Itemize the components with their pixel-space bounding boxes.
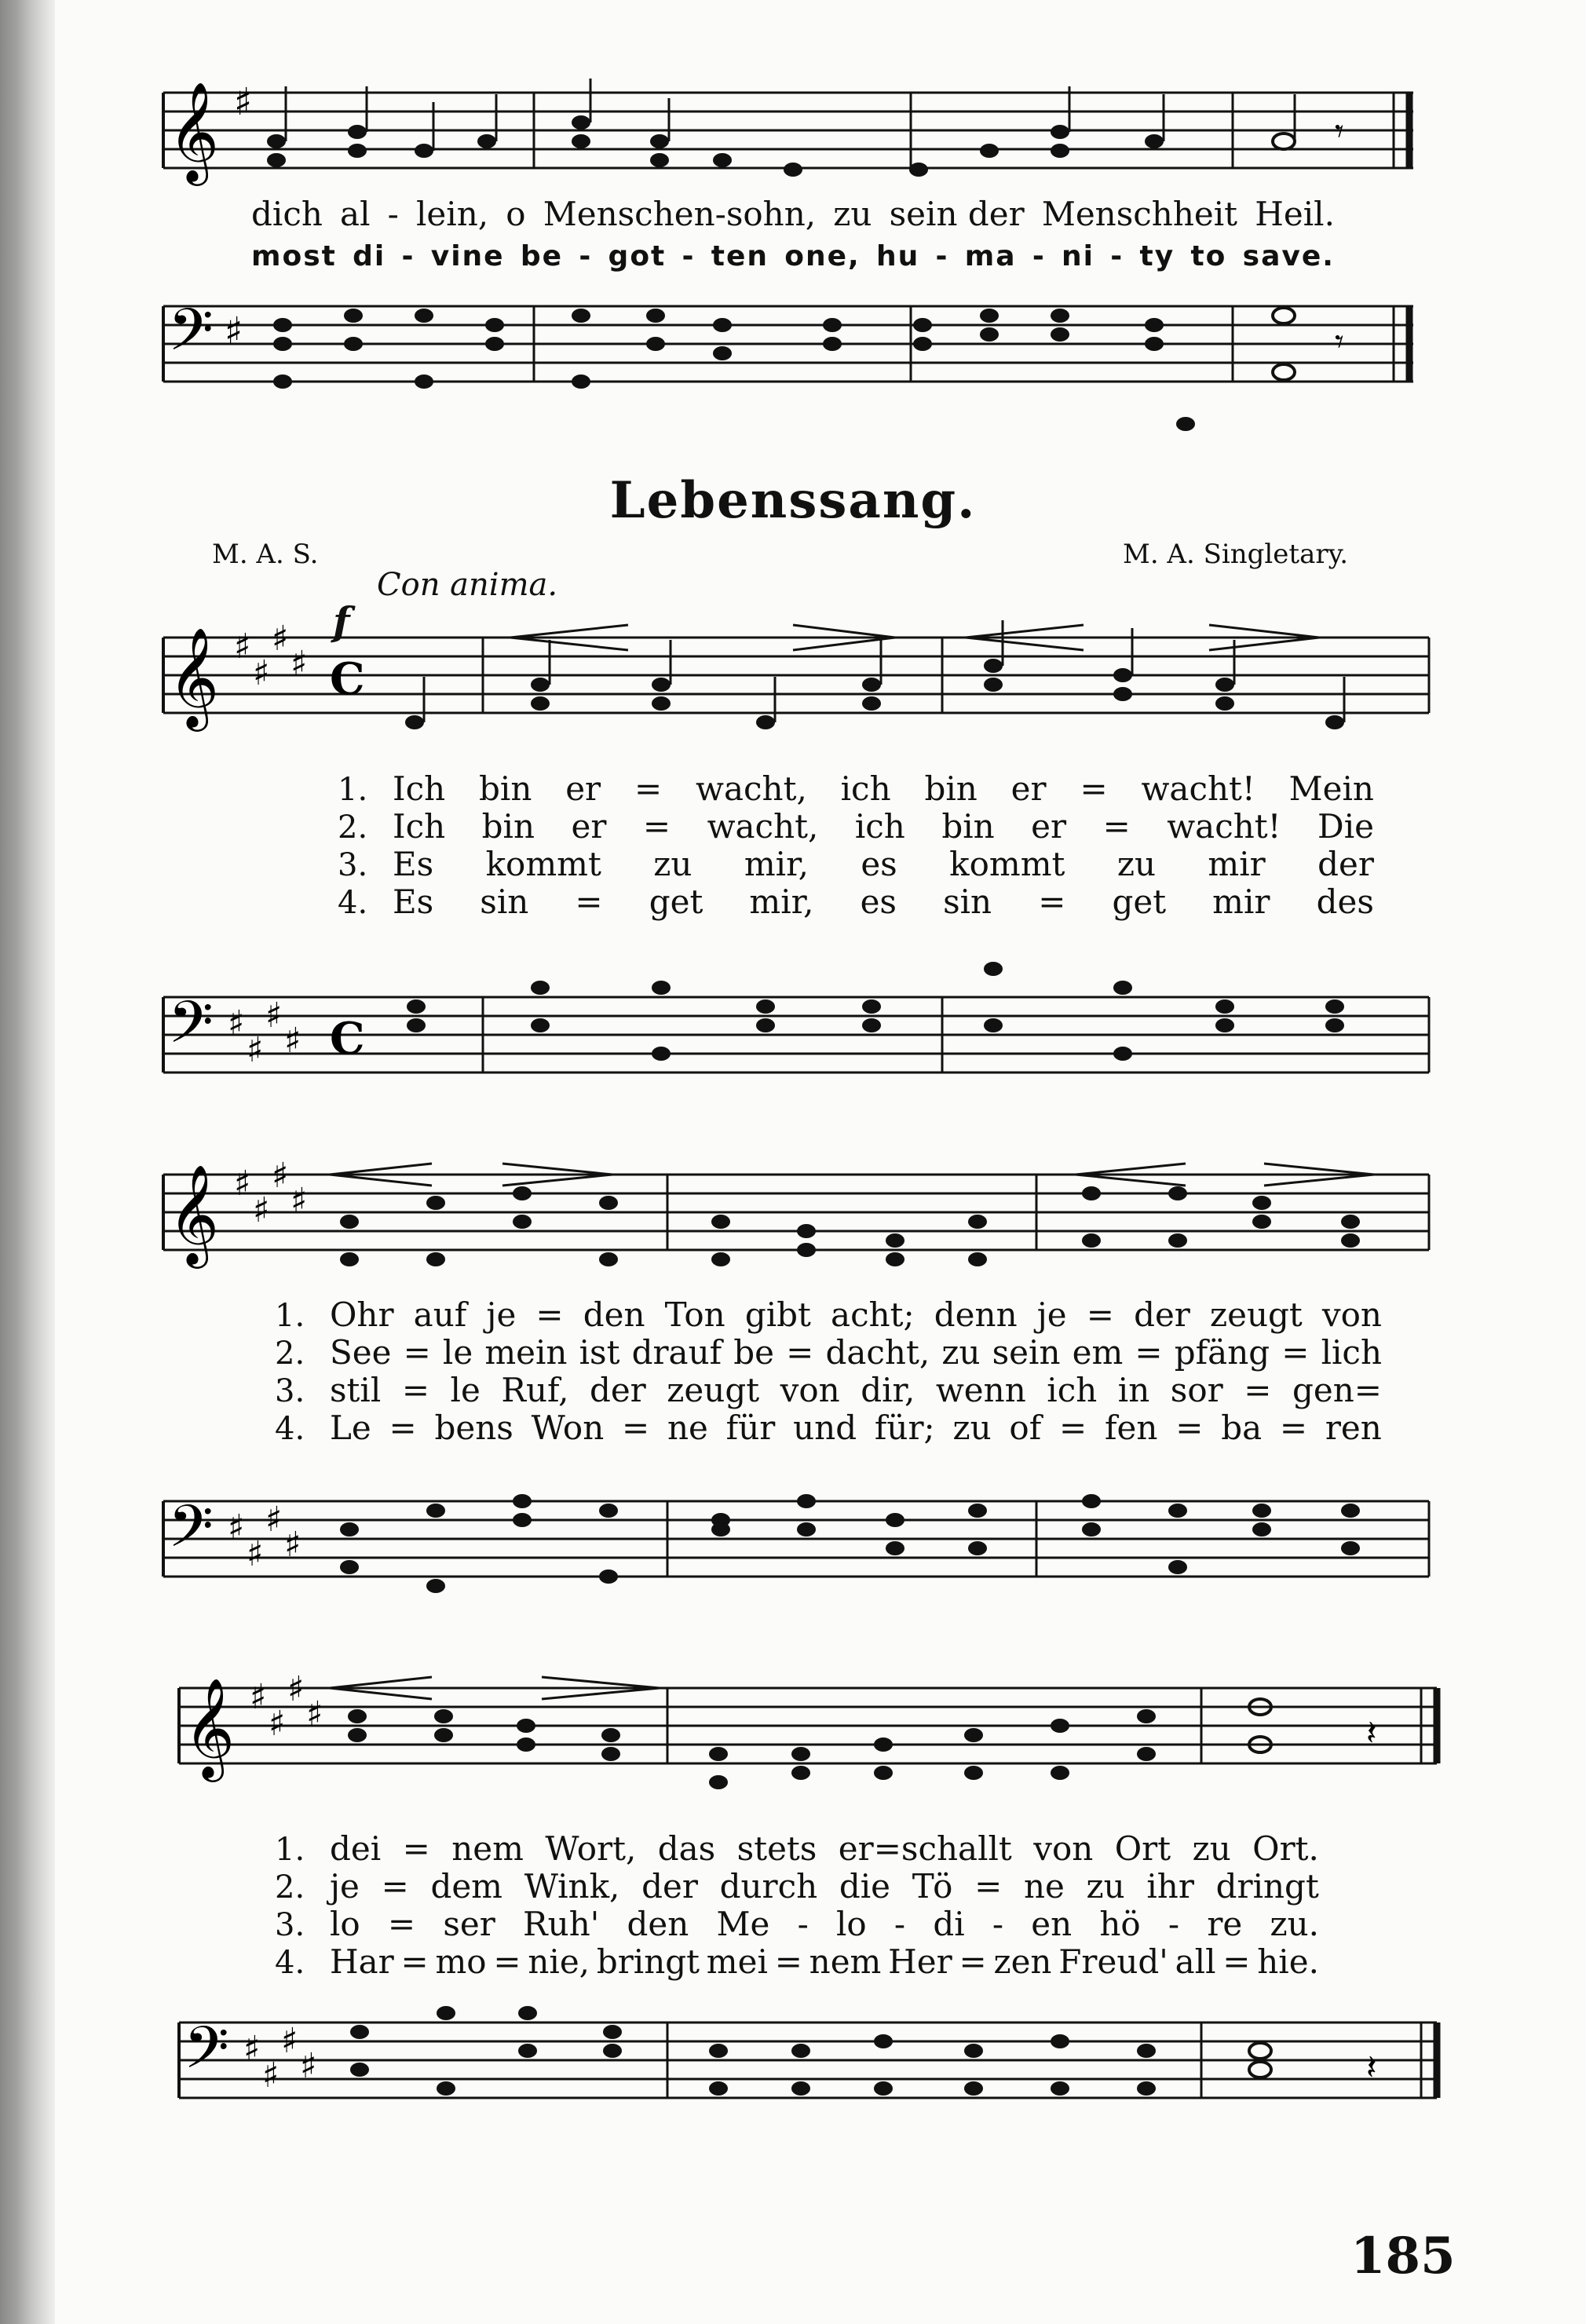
lyric-syllable: auf [413,1295,467,1334]
lyric-syllable: = [575,882,603,921]
lyric-syllable: hö [1099,1905,1141,1943]
lyric-syllable: = [774,1942,802,1981]
bass-clef-icon: 𝄢 [168,296,214,378]
system3-treble-staff [0,1657,1586,1814]
lyric-syllable: Le [330,1409,371,1447]
lyric-syllable: stil [330,1371,382,1409]
svg-text:♯: ♯ [234,1164,251,1204]
lyric-syllable: Ohr [330,1295,394,1334]
lyric-syllable: zu [952,1409,992,1447]
lyric-syllable: sin [943,882,992,921]
lyric-syllable: = [974,1867,1003,1906]
lyric-syllable: Ton [664,1295,725,1334]
lyric-syllable: den [627,1905,689,1943]
lyric-syllable: di [933,1905,965,1943]
lyric-syllable: ren [1325,1409,1382,1447]
lyric-syllable: = [959,1942,987,1981]
lyric-syllable: zu [653,845,693,883]
svg-text:𝄽: 𝄽 [1366,1713,1377,1753]
lyric-syllable: le [442,1333,473,1372]
lyric-syllable: = [493,1942,521,1981]
lyric-syllable: sin [480,882,529,921]
lyric-syllable: get [1112,882,1167,921]
lyric-syllable: zu. [1270,1905,1319,1943]
lyric-syllable: le [450,1371,481,1409]
lyric-syllable: und [793,1409,857,1447]
lyric-syllable: - [1110,240,1124,272]
svg-text:♯: ♯ [253,1190,270,1230]
lyric-syllable: = [1175,1409,1204,1447]
lyric-syllable: nem [809,1942,882,1981]
lyric-syllable: - [387,195,399,233]
lyric-syllable: Ruh' [523,1905,600,1943]
lyric-syllable: = [1281,1333,1310,1372]
treble-clef-icon: 𝄞 [184,1677,236,1778]
lyric-syllable: bringt [596,1942,700,1981]
lyric-syllable: Ort. [1252,1829,1319,1868]
lyric-syllable: je [1036,1295,1067,1334]
lyric-syllable: to [1190,240,1227,272]
lyric-syllable: = [1279,1409,1308,1447]
lyric-syllable: gibt [744,1295,811,1334]
lyric-syllable: er [565,769,601,808]
dynamic-marking: f [333,598,350,645]
lyric-syllable: zu [1116,845,1156,883]
lyric-syllable: = [1244,1371,1272,1409]
svg-text:♯: ♯ [234,627,251,667]
verse-number: 1. [338,772,368,808]
verse-number: 3. [338,847,368,883]
svg-text:𝄽: 𝄽 [1366,2048,1377,2088]
svg-text:𝄾: 𝄾 [1335,322,1344,362]
lyric-syllable: dich [251,195,323,233]
svg-text:♯: ♯ [269,1704,286,1744]
system3-bass-staff [0,1986,1586,2143]
lyric-syllable: - [401,240,415,272]
svg-text:♯: ♯ [225,309,243,353]
verse-number: 3. [275,1907,305,1943]
lyric-syllable: Menschheit [1041,195,1238,233]
lyric-syllable: Her [888,1942,952,1981]
lyric-syllable: mo [435,1942,487,1981]
lyric-syllable: ich [840,769,891,808]
svg-text:♯: ♯ [272,1156,289,1196]
lyric-syllable: Freud' [1058,1942,1168,1981]
svg-text:♯: ♯ [272,619,289,659]
lyric-syllable: Har [330,1942,394,1981]
lyric-syllable: mein [484,1333,568,1372]
lyric-syllable: er [1010,769,1047,808]
svg-text:C: C [330,653,365,705]
lyric-syllable: die [839,1867,891,1906]
svg-text:♯: ♯ [300,2046,317,2086]
lyric-syllable: save. [1242,240,1335,272]
lyric-syllable: für [725,1409,776,1447]
top-english-line [251,240,1335,278]
lyric-syllable: der [641,1867,698,1906]
svg-text:♯: ♯ [306,1694,323,1734]
verse-line [275,1409,1382,1446]
lyric-syllable: - [579,240,593,272]
tempo-marking: Con anima. [377,567,558,603]
lyric-syllable: lo [836,1905,867,1943]
lyric-syllable: lein, [416,195,489,233]
lyric-syllable: ty [1139,240,1175,272]
verse-line [275,1295,1382,1333]
system2-treble-staff [0,1131,1586,1288]
lyric-syllable: er [571,807,607,846]
lyric-syllable: das [657,1829,716,1868]
verse-number: 3. [275,1373,305,1409]
lyric-syllable: = [381,1867,409,1906]
verse-number: 2. [275,1869,305,1906]
lyric-syllable: den [583,1295,645,1334]
svg-text:♯: ♯ [247,1030,264,1070]
lyric-syllable: zu [941,1333,981,1372]
lyric-syllable: got [608,240,667,272]
top-german-line [251,195,1335,232]
lyric-syllable: mir, [749,882,814,921]
lyric-syllable: der [1317,845,1374,883]
lyric-syllable: Wort, [545,1829,637,1868]
lyric-syllable: of [1009,1409,1042,1447]
lyric-syllable: be [733,1333,775,1372]
lyric-syllable: = [1038,882,1066,921]
lyric-syllable: es [861,845,897,883]
lyric-syllable: - [1032,240,1046,272]
hymn-composer: M. A. Singletary. [1123,539,1349,570]
lyric-syllable: dem [430,1867,503,1906]
verse-line [338,769,1374,807]
lyric-syllable: ich [1047,1371,1098,1409]
lyric-syllable: - [682,240,696,272]
lyric-syllable: dir, [861,1371,915,1409]
lyric-syllable: ma [964,240,1017,272]
lyric-syllable: Ort [1114,1829,1171,1868]
svg-text:♯: ♯ [228,1507,245,1548]
svg-text:♯: ♯ [291,1181,308,1221]
lyric-syllable: wacht, [707,807,819,846]
lyric-syllable: je [486,1295,517,1334]
lyric-syllable: drauf [631,1333,722,1372]
lyric-syllable: vine [430,240,505,272]
lyric-syllable: ich [854,807,905,846]
lyric-syllable: Ich [393,769,446,808]
lyric-syllable: von [1033,1829,1094,1868]
lyric-syllable: der [1134,1295,1190,1334]
lyric-syllable: zen [993,1942,1052,1981]
lyric-syllable: - [797,1905,809,1943]
verse-line [275,1905,1319,1942]
lyric-syllable: sor [1170,1371,1223,1409]
verse-line [275,1829,1319,1867]
top-lyrics [251,195,1335,278]
lyric-syllable: von [780,1371,840,1409]
verse-line [275,1942,1319,1980]
lyric-syllable: di [353,240,386,272]
svg-text:𝄾: 𝄾 [1335,111,1344,152]
system2-lyrics [275,1295,1382,1446]
lyric-syllable: Heil. [1255,195,1335,233]
system1-lyrics [338,769,1374,920]
lyric-syllable: er=schallt [838,1829,1012,1868]
lyric-syllable: o [506,195,526,233]
lyric-syllable: bin [481,807,535,846]
lyric-syllable: hie. [1257,1942,1319,1981]
lyric-syllable: get [649,882,703,921]
lyric-syllable: = [642,807,671,846]
treble-clef-icon: 𝄞 [168,1164,220,1264]
lyric-syllable: re [1207,1905,1243,1943]
lyric-syllable: all [1175,1942,1216,1981]
lyric-syllable: Me [716,1905,770,1943]
lyric-syllable: Tö [912,1867,953,1906]
bass-clef-icon: 𝄢 [168,988,214,1071]
lyric-syllable: mir [1212,882,1270,921]
lyric-syllable: = [1086,1295,1114,1334]
lyric-syllable: von [1321,1295,1382,1334]
verse-line [275,1371,1382,1409]
system3-lyrics [275,1829,1319,1980]
lyric-syllable: ni [1062,240,1095,272]
verse-line [338,845,1374,882]
lyric-syllable: je [330,1867,360,1906]
lyric-syllable: der [589,1371,646,1409]
lyric-syllable: acht; [831,1295,915,1334]
lyric-syllable: = [634,769,663,808]
lyric-syllable: wacht, [696,769,807,808]
hymn-title: Lebenssang. [609,471,977,530]
lyric-syllable: ten [711,240,769,272]
lyric-syllable: dei [330,1829,382,1868]
lyric-syllable: Mein [1288,769,1374,808]
hymn-author: M. A. S. [212,539,319,570]
lyric-syllable: pfäng [1174,1333,1270,1372]
lyric-syllable: ser [443,1905,495,1943]
lyric-syllable: = [622,1409,650,1447]
lyric-syllable: zeugt [1210,1295,1303,1334]
lyric-syllable: zu [1086,1867,1125,1906]
verse-number: 4. [338,885,368,921]
lyric-syllable: mir, [744,845,809,883]
lyric-syllable: al [340,195,371,233]
svg-text:♯: ♯ [284,1525,301,1565]
lyric-syllable: - [992,1905,1004,1943]
lyric-syllable: most [251,240,337,272]
svg-text:♯: ♯ [253,653,270,693]
lyric-syllable: bin [924,769,978,808]
lyric-syllable: fen [1105,1409,1158,1447]
lyric-syllable: dringt [1215,1867,1319,1906]
lyric-syllable: in [1117,1371,1150,1409]
verse-line [275,1867,1319,1905]
lyric-syllable: = [1059,1409,1087,1447]
bass-clef-icon: 𝄢 [168,1493,214,1575]
svg-text:♯: ♯ [250,1677,267,1717]
lyric-syllable: Es [393,882,434,921]
lyric-syllable: bens [434,1409,513,1447]
lyric-syllable: = [535,1295,564,1334]
lyric-syllable: = [1222,1942,1251,1981]
svg-text:♯: ♯ [284,1021,301,1061]
lyric-syllable: = [402,1829,430,1868]
svg-text:♯: ♯ [265,1500,283,1540]
verse-number: 2. [275,1336,305,1372]
lyric-syllable: bin [479,769,532,808]
lyric-syllable: ihr [1146,1867,1194,1906]
lyric-syllable: wenn [935,1371,1026,1409]
lyric-syllable: Ich [393,807,446,846]
lyric-syllable: zu [833,195,872,233]
svg-text:♯: ♯ [243,2029,261,2069]
svg-text:♯: ♯ [234,80,253,124]
lyric-syllable: be [520,240,564,272]
lyric-syllable: sein [992,1333,1061,1372]
verse-number: 1. [275,1298,305,1334]
treble-clef-icon: 𝄞 [168,81,220,181]
system1-treble-staff [0,612,1586,769]
lyric-syllable: für; [874,1409,935,1447]
lyric-syllable: Wink, [524,1867,620,1906]
lyric-syllable: stets [736,1829,817,1868]
lyric-syllable: dacht, [825,1333,930,1372]
lyric-syllable: wacht! [1167,807,1281,846]
lyric-syllable: = [786,1333,814,1372]
lyric-syllable: Menschen-sohn, [543,195,817,233]
lyric-syllable: er [1031,807,1067,846]
lyric-syllable: mir [1208,845,1266,883]
lyric-syllable: gen= [1292,1371,1382,1409]
lyric-syllable: = [387,1905,416,1943]
svg-text:♯: ♯ [247,1534,264,1574]
lyric-syllable: kommt [949,845,1065,883]
svg-text:C: C [330,1013,365,1065]
lyric-syllable: one, [784,240,861,272]
lyric-syllable: denn [934,1295,1018,1334]
lyric-syllable: ne [667,1409,708,1447]
lyric-syllable: bin [941,807,995,846]
lyric-syllable: em [1072,1333,1124,1372]
verse-number: 1. [275,1832,305,1868]
svg-text:♯: ♯ [228,1003,245,1043]
lyric-syllable: nem [451,1829,524,1868]
lyric-syllable: = [1080,769,1108,808]
lyric-syllable: = [389,1409,417,1447]
lyric-syllable: = [403,1333,431,1372]
verse-number: 2. [338,809,368,846]
bass-clef-icon: 𝄢 [184,2014,229,2096]
verse-line [275,1333,1382,1371]
verse-number: 4. [275,1411,305,1447]
lyric-syllable: ist [579,1333,620,1372]
lyric-syllable: kommt [485,845,601,883]
system2-bass-staff [0,1460,1586,1617]
lyric-syllable: = [1135,1333,1163,1372]
lyric-syllable: Die [1317,807,1374,846]
verse-line [338,807,1374,845]
lyric-syllable: nie, [528,1942,590,1981]
verse-line [338,882,1374,920]
lyric-syllable: - [1168,1905,1180,1943]
lyric-syllable: es [860,882,897,921]
lyric-syllable: Es [393,845,434,883]
lyric-syllable: lo [330,1905,360,1943]
svg-text:♯: ♯ [291,644,308,684]
lyric-syllable: sein der [889,195,1025,233]
lyric-syllable: - [935,240,949,272]
lyric-syllable: See [330,1333,392,1372]
lyric-syllable: Ruf, [501,1371,569,1409]
lyric-syllable: ba [1221,1409,1263,1447]
lyric-syllable: = [401,1371,430,1409]
svg-text:♯: ♯ [287,1669,305,1709]
lyric-syllable: ne [1023,1867,1065,1906]
svg-text:♯: ♯ [281,2021,298,2061]
svg-text:♯: ♯ [262,2055,280,2096]
lyric-syllable: zeugt [667,1371,760,1409]
treble-clef-icon: 𝄞 [168,627,220,727]
lyric-syllable: lich [1321,1333,1382,1372]
lyric-syllable: Won [531,1409,605,1447]
lyric-syllable: mei [706,1942,768,1981]
lyric-syllable: en [1031,1905,1073,1943]
lyric-syllable: - [893,1905,906,1943]
lyric-syllable: = [400,1942,429,1981]
verse-number: 4. [275,1945,305,1981]
lyric-syllable: = [1102,807,1131,846]
lyric-syllable: zu [1192,1829,1231,1868]
lyric-syllable: wacht! [1141,769,1255,808]
lyric-syllable: des [1316,882,1374,921]
lyric-syllable: durch [719,1867,818,1906]
svg-text:♯: ♯ [265,996,283,1036]
lyric-syllable: hu [876,240,920,272]
page-number: 185 [1350,2227,1456,2286]
system1-bass-staff [0,934,1586,1091]
